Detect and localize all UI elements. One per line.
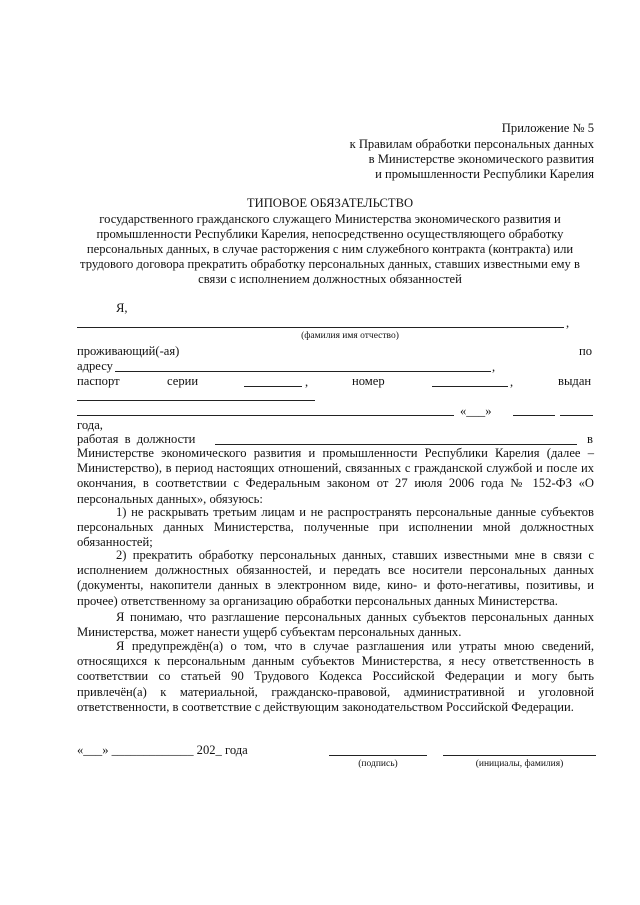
address-field[interactable] [115,371,491,372]
paragraph-item-1: 1) не раскрывать третьим лицам и не распространять персональные данные субъектов персональных данных Министерства, полученные при исполнении мной должностных обязанностей; [77,505,594,550]
series-field[interactable] [244,386,302,387]
paragraph-warning: Я предупреждён(а) о том, что в случае разглашения или утраты мною сведений, относящихся к персональным данным субъектов Министерства, я несу ответственность в соответствии со статьей 90 Трудового Кодекса Российской Федерации и могу быть привлечён(а) к материальной, гражданско-правовой, административной и уголовной ответственности, в соответствие с действующим законодательством Российской Федерации. [77,639,594,714]
issued-label: выдан [558,374,592,388]
in-label: в [587,432,593,446]
title-line: связи с исполнением должностных обязанностей [198,272,462,286]
fio-comma: , [566,316,570,330]
title-line: трудового договора прекратить обработку персональных данных, ставших известными ему в [80,257,580,271]
appendix-line: к Правилам обработки персональных данных [349,137,594,151]
signature-date: «___» _____________ 202_ года [77,743,248,757]
issued-by-field-2[interactable] [77,415,454,416]
address-label: адресу [77,359,113,373]
appendix-number: Приложение № 5 [501,121,594,135]
year-label: года, [77,418,103,432]
residing-label: проживающий(-ая) [77,344,180,358]
paragraph-obligation: Министерстве экономического развития и промышленности Республики Карелия (далее – Министерство), в период настоящих отношений, связанных с гражданской службой и после их окончания, в соответствии с Федеральным законом от 27 июля 2006 года № 152-ФЗ «О персональных данных», обязуюсь: [77,446,594,506]
ya-label: Я, [116,301,128,315]
address-comma: , [492,360,496,374]
position-field[interactable] [215,444,577,445]
signature-caption: (подпись) [358,759,398,769]
signature-field[interactable] [329,755,427,756]
paragraph-item-2: 2) прекратить обработку персональных данных, ставших известными мне в связи с исполнением должностных обязанностей, и передать все носители персональных данных (документы, накопители данных в электронном виде, кино- и фото-негативы, позитивы, и прочее) ответственному за организацию обработки персональных данных Министерства. [77,548,594,608]
title-line: промышленности Республики Карелия, непосредственно осуществляющего обработку [96,227,564,241]
title-line: персональных данных, в случае расторжения с ним служебного контракта (контракта) или [86,242,574,256]
issue-day: «___» [460,404,492,418]
issued-by-field[interactable] [77,400,315,401]
appendix-line: в Министерстве экономического развития [368,152,594,166]
issue-year-field[interactable] [560,415,593,416]
working-label: работая в должности [77,432,196,446]
name-field[interactable] [443,755,596,756]
po-label: по [579,344,593,358]
appendix-line: и промышленности Республики Карелия [375,167,594,181]
fio-field[interactable] [77,327,564,328]
title-heading: ТИПОВОЕ ОБЯЗАТЕЛЬСТВО [246,196,414,210]
passport-label: паспорт [77,374,120,388]
paragraph-understanding: Я понимаю, что разглашение персональных данных субъектов персональных данных Министерства, может нанести ущерб субъектам персональных данных. [77,610,594,640]
number-comma: , [510,375,514,389]
fio-caption: (фамилия имя отчество) [301,331,399,341]
name-caption: (инициалы, фамилия) [475,759,564,769]
title-line: государственного гражданского служащего Министерства экономического развития и [99,212,561,226]
series-comma: , [305,375,309,389]
number-label: номер [352,374,385,388]
series-label: серии [167,374,199,388]
issue-month-field[interactable] [513,415,555,416]
number-field[interactable] [432,386,508,387]
